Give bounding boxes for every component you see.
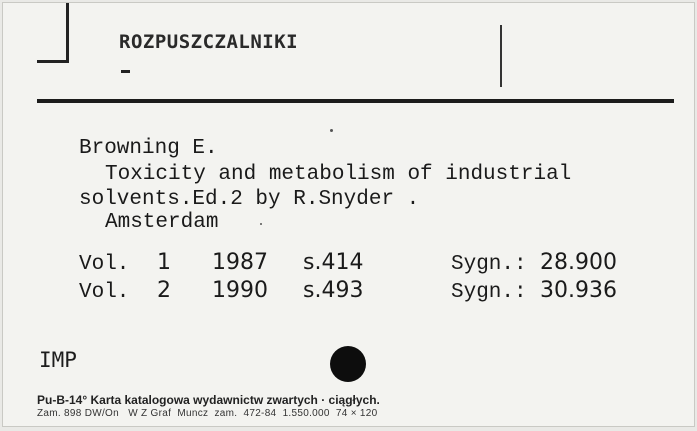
- publication-place: Amsterdam: [105, 211, 219, 234]
- column-divider: [500, 25, 502, 87]
- volume-pages: s.493: [303, 278, 364, 303]
- volume-number: 1: [157, 250, 171, 275]
- signature-label: Sygn.:: [451, 253, 527, 276]
- volume-label: Vol.: [79, 281, 130, 304]
- library-stamp: IMP: [39, 348, 77, 372]
- corner-mark-base: [37, 60, 69, 63]
- catalog-card: [2, 2, 695, 427]
- title-line-2: solvents.Ed.2 by R.Snyder .: [79, 188, 420, 211]
- author: Browning E.: [79, 137, 218, 160]
- corner-mark: [66, 3, 69, 63]
- punch-hole: [330, 346, 366, 382]
- title-line-1: Toxicity and metabolism of industrial: [105, 163, 572, 186]
- header-rule: [37, 99, 674, 103]
- heading-dash: [121, 70, 130, 73]
- form-footer-title: Pu-B-14° Karta katalogowa wydawnictw zwartych · ciągłych.: [37, 393, 380, 407]
- form-footer-print-info: Zam. 898 DW/On W Z Graf Muncz zam. 472-84 1.550.000 74 × 120: [37, 408, 378, 419]
- volume-year: 1987: [212, 250, 268, 275]
- signature-label: Sygn.:: [451, 281, 527, 304]
- volume-number: 2: [157, 278, 171, 303]
- ink-speck: [330, 129, 333, 132]
- volume-pages: s.414: [303, 250, 364, 275]
- signature-number: 30.936: [540, 278, 617, 303]
- volume-year: 1990: [212, 278, 268, 303]
- subject-heading: ROZPUSZCZALNIKI: [119, 31, 299, 53]
- ink-speck: [260, 223, 262, 225]
- signature-number: 28.900: [540, 250, 617, 275]
- volume-label: Vol.: [79, 253, 130, 276]
